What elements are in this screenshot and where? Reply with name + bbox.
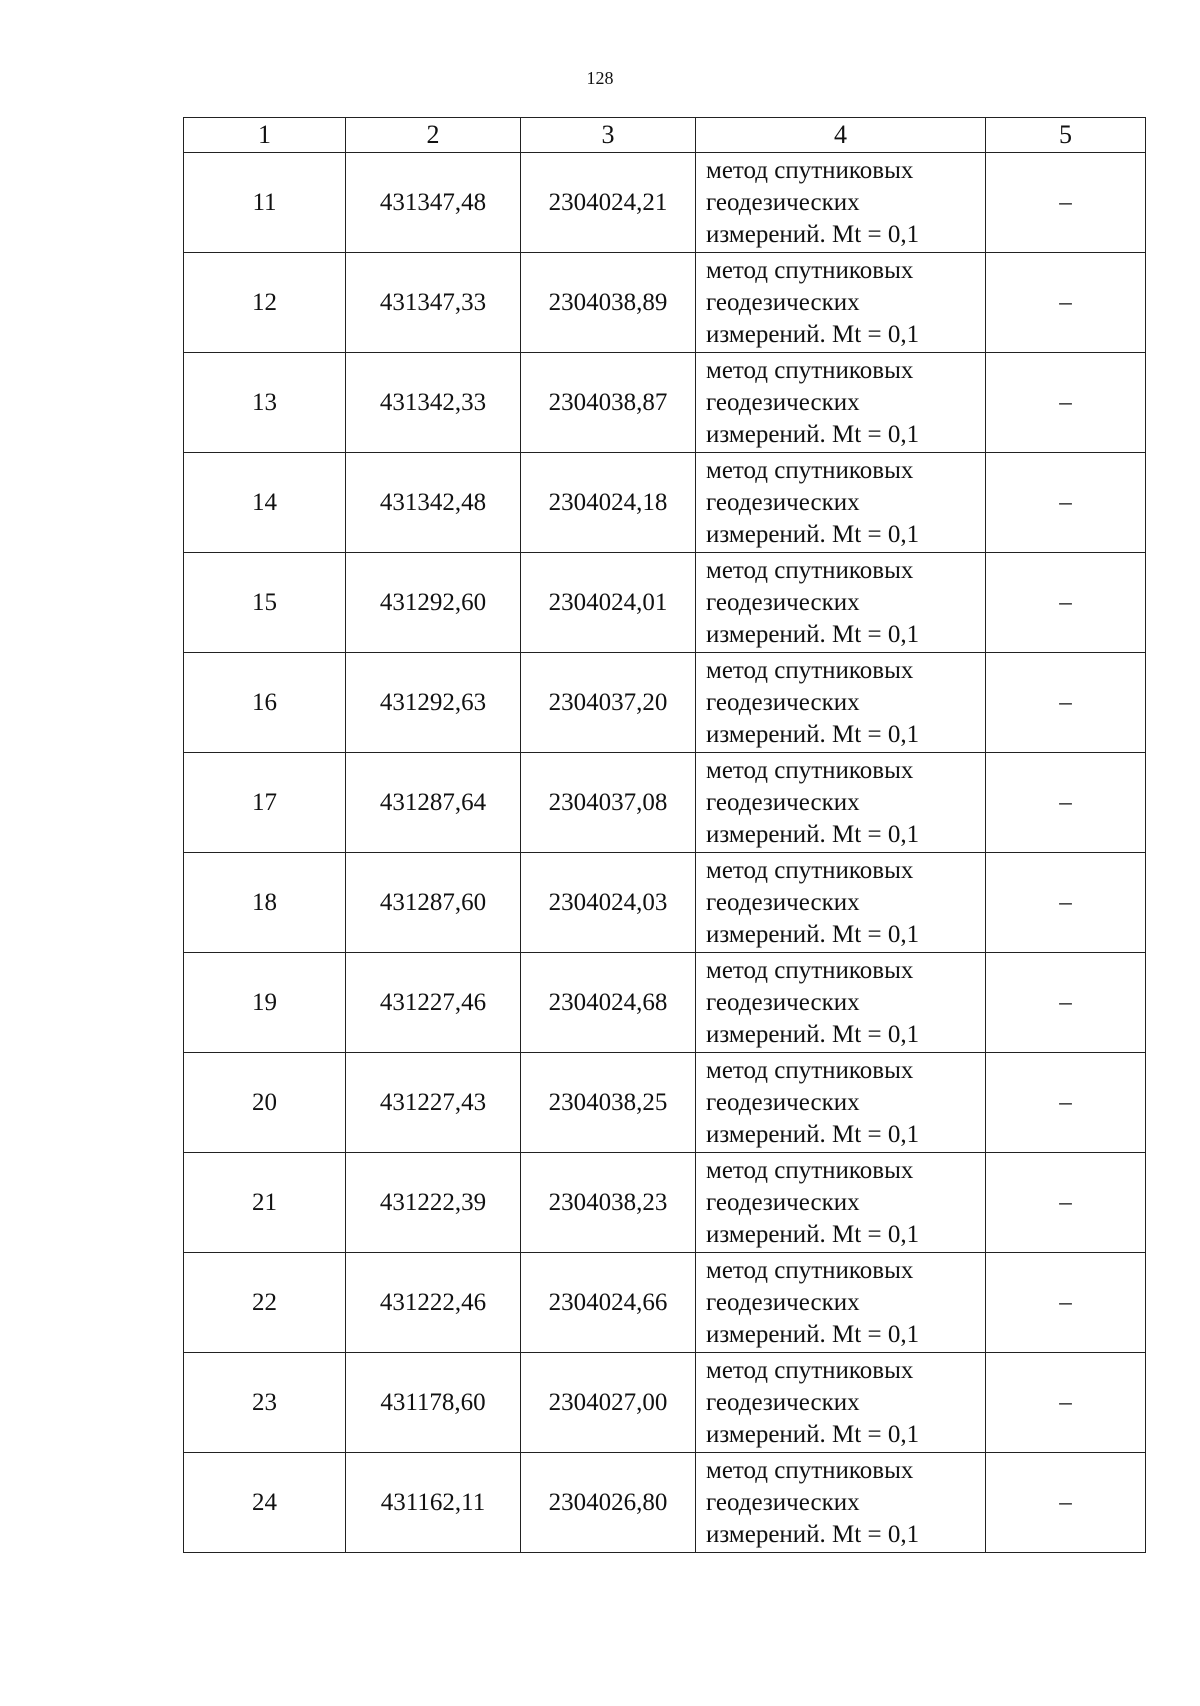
method-line: метод спутниковых	[706, 456, 914, 484]
method-cell	[696, 1253, 986, 1353]
y-coordinate-cell: 2304037,20	[521, 653, 696, 753]
column-header-5: 5	[986, 118, 1146, 153]
header-row	[184, 118, 1146, 153]
point-number-cell: 22	[184, 1253, 346, 1353]
table-row	[184, 553, 1146, 653]
y-coordinate-cell: 2304024,18	[521, 453, 696, 553]
description-cell: –	[986, 353, 1146, 453]
y-coordinate-cell: 2304024,01	[521, 553, 696, 653]
method-line: геодезических	[706, 1488, 860, 1516]
y-coordinate-cell: 2304038,87	[521, 353, 696, 453]
table-row	[184, 1253, 1146, 1353]
point-number-cell: 19	[184, 953, 346, 1053]
method-line: геодезических	[706, 288, 860, 316]
y-coordinate-cell: 2304026,80	[521, 1453, 696, 1553]
table-row	[184, 1453, 1146, 1553]
method-cell	[696, 353, 986, 453]
method-line: метод спутниковых	[706, 656, 914, 684]
table-row	[184, 453, 1146, 553]
table-row	[184, 153, 1146, 253]
description-cell: –	[986, 753, 1146, 853]
y-coordinate-cell: 2304037,08	[521, 753, 696, 853]
x-coordinate-cell: 431292,63	[346, 653, 521, 753]
method-line: метод спутниковых	[706, 856, 914, 884]
table-row	[184, 853, 1146, 953]
x-coordinate-cell: 431342,33	[346, 353, 521, 453]
point-number-cell: 11	[184, 153, 346, 253]
method-line: измерений. Mt = 0,1	[706, 220, 920, 248]
method-line: геодезических	[706, 888, 860, 916]
method-line: измерений. Mt = 0,1	[706, 320, 920, 348]
coordinates-table	[183, 117, 1146, 1553]
table-body	[184, 153, 1146, 1553]
table-row	[184, 1153, 1146, 1253]
x-coordinate-cell: 431227,43	[346, 1053, 521, 1153]
table-row	[184, 1053, 1146, 1153]
method-line: метод спутниковых	[706, 556, 914, 584]
method-line: измерений. Mt = 0,1	[706, 1220, 920, 1248]
method-line: метод спутниковых	[706, 156, 914, 184]
description-cell: –	[986, 1053, 1146, 1153]
column-header-3: 3	[521, 118, 696, 153]
method-line: измерений. Mt = 0,1	[706, 720, 920, 748]
method-line: метод спутниковых	[706, 1056, 914, 1084]
y-coordinate-cell: 2304027,00	[521, 1353, 696, 1453]
table-row	[184, 953, 1146, 1053]
description-cell: –	[986, 553, 1146, 653]
method-line: измерений. Mt = 0,1	[706, 420, 920, 448]
method-line: геодезических	[706, 1388, 860, 1416]
y-coordinate-cell: 2304024,03	[521, 853, 696, 953]
method-line: геодезических	[706, 1088, 860, 1116]
x-coordinate-cell: 431178,60	[346, 1353, 521, 1453]
method-cell	[696, 1053, 986, 1153]
method-line: геодезических	[706, 688, 860, 716]
method-line: измерений. Mt = 0,1	[706, 1020, 920, 1048]
method-line: геодезических	[706, 488, 860, 516]
description-cell: –	[986, 853, 1146, 953]
point-number-cell: 23	[184, 1353, 346, 1453]
method-line: геодезических	[706, 388, 860, 416]
column-header-2: 2	[346, 118, 521, 153]
x-coordinate-cell: 431347,48	[346, 153, 521, 253]
x-coordinate-cell: 431347,33	[346, 253, 521, 353]
point-number-cell: 18	[184, 853, 346, 953]
method-line: измерений. Mt = 0,1	[706, 520, 920, 548]
method-line: метод спутниковых	[706, 1356, 914, 1384]
method-line: измерений. Mt = 0,1	[706, 1120, 920, 1148]
point-number-cell: 21	[184, 1153, 346, 1253]
method-line: геодезических	[706, 988, 860, 1016]
method-line: измерений. Mt = 0,1	[706, 920, 920, 948]
method-line: геодезических	[706, 1188, 860, 1216]
point-number-cell: 16	[184, 653, 346, 753]
x-coordinate-cell: 431222,39	[346, 1153, 521, 1253]
table-row	[184, 753, 1146, 853]
table-row	[184, 1353, 1146, 1453]
page-number: 128	[586, 68, 614, 88]
table-row	[184, 253, 1146, 353]
description-cell: –	[986, 253, 1146, 353]
y-coordinate-cell: 2304024,68	[521, 953, 696, 1053]
method-line: метод спутниковых	[706, 1156, 914, 1184]
method-line: геодезических	[706, 1288, 860, 1316]
point-number-cell: 24	[184, 1453, 346, 1553]
description-cell: –	[986, 1253, 1146, 1353]
x-coordinate-cell: 431227,46	[346, 953, 521, 1053]
point-number-cell: 20	[184, 1053, 346, 1153]
method-line: метод спутниковых	[706, 356, 914, 384]
x-coordinate-cell: 431222,46	[346, 1253, 521, 1353]
method-line: измерений. Mt = 0,1	[706, 1420, 920, 1448]
method-cell	[696, 953, 986, 1053]
method-cell	[696, 453, 986, 553]
description-cell: –	[986, 1353, 1146, 1453]
y-coordinate-cell: 2304024,66	[521, 1253, 696, 1353]
description-cell: –	[986, 953, 1146, 1053]
method-line: метод спутниковых	[706, 256, 914, 284]
method-line: метод спутниковых	[706, 956, 914, 984]
x-coordinate-cell: 431162,11	[346, 1453, 521, 1553]
y-coordinate-cell: 2304024,21	[521, 153, 696, 253]
table-row	[184, 653, 1146, 753]
method-line: измерений. Mt = 0,1	[706, 620, 920, 648]
method-line: геодезических	[706, 188, 860, 216]
method-cell	[696, 653, 986, 753]
method-line: метод спутниковых	[706, 756, 914, 784]
method-line: метод спутниковых	[706, 1456, 914, 1484]
table-row	[184, 353, 1146, 453]
column-header-1: 1	[184, 118, 346, 153]
point-number-cell: 15	[184, 553, 346, 653]
method-cell	[696, 1353, 986, 1453]
point-number-cell: 12	[184, 253, 346, 353]
method-cell	[696, 753, 986, 853]
point-number-cell: 14	[184, 453, 346, 553]
method-line: метод спутниковых	[706, 1256, 914, 1284]
x-coordinate-cell: 431292,60	[346, 553, 521, 653]
method-line: измерений. Mt = 0,1	[706, 820, 920, 848]
method-line: геодезических	[706, 588, 860, 616]
y-coordinate-cell: 2304038,89	[521, 253, 696, 353]
method-line: измерений. Mt = 0,1	[706, 1320, 920, 1348]
method-cell	[696, 253, 986, 353]
method-cell	[696, 1453, 986, 1553]
method-cell	[696, 1153, 986, 1253]
x-coordinate-cell: 431342,48	[346, 453, 521, 553]
description-cell: –	[986, 1453, 1146, 1553]
x-coordinate-cell: 431287,64	[346, 753, 521, 853]
method-cell	[696, 553, 986, 653]
method-cell	[696, 853, 986, 953]
y-coordinate-cell: 2304038,25	[521, 1053, 696, 1153]
method-line: геодезических	[706, 788, 860, 816]
point-number-cell: 17	[184, 753, 346, 853]
description-cell: –	[986, 1153, 1146, 1253]
method-cell	[696, 153, 986, 253]
column-header-4: 4	[696, 118, 986, 153]
description-cell: –	[986, 153, 1146, 253]
method-line: измерений. Mt = 0,1	[706, 1520, 920, 1548]
point-number-cell: 13	[184, 353, 346, 453]
y-coordinate-cell: 2304038,23	[521, 1153, 696, 1253]
description-cell: –	[986, 653, 1146, 753]
description-cell: –	[986, 453, 1146, 553]
x-coordinate-cell: 431287,60	[346, 853, 521, 953]
